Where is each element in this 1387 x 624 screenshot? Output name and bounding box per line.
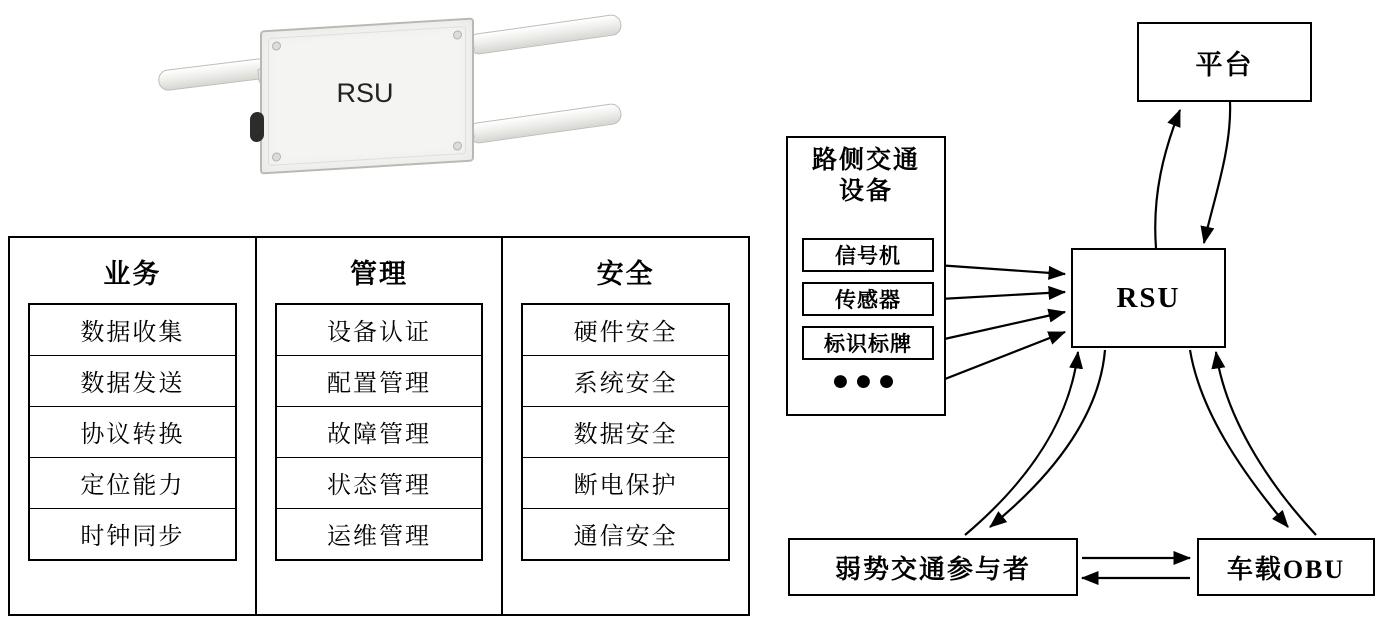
- list-item: 状态管理: [277, 458, 482, 509]
- capability-column-management: [255, 238, 502, 614]
- list-item: 系统安全: [523, 356, 728, 407]
- node-platform: 平台: [1137, 22, 1312, 102]
- list-item: 数据安全: [523, 407, 728, 458]
- group-title-line1: 路侧交通: [811, 147, 920, 174]
- device-label: RSU: [336, 78, 394, 108]
- list-item: 定位能力: [30, 458, 235, 509]
- list-item: 运维管理: [327, 524, 431, 550]
- connector-port: [250, 112, 264, 143]
- capability-column-security: [501, 238, 748, 614]
- list-item: 断电保护: [523, 458, 728, 509]
- capability-list: [521, 303, 730, 561]
- screw-icon: [453, 30, 462, 40]
- list-item: 时钟同步: [80, 524, 185, 550]
- group-title-line2: 设备: [838, 177, 893, 205]
- rsu-device-illustration: [150, 8, 610, 198]
- capability-table: [8, 236, 750, 616]
- architecture-diagram: [760, 0, 1387, 624]
- group-roadside-equipment: [786, 136, 946, 416]
- node-vehicle-obu: 车载OBU: [1197, 538, 1375, 596]
- node-traffic-sign: 标识标牌: [802, 326, 934, 360]
- list-item: 数据发送: [30, 356, 235, 407]
- list-item: 数据收集: [30, 305, 235, 356]
- list-item: 通信安全: [573, 524, 678, 550]
- group-title: [788, 138, 944, 207]
- antenna-top-right: [467, 13, 622, 55]
- node-rsu: RSU: [1071, 248, 1226, 348]
- capability-column-service: [10, 238, 255, 614]
- screw-icon: [272, 41, 281, 51]
- node-sensor: 传感器: [802, 282, 934, 316]
- list-item: 设备认证: [277, 305, 482, 356]
- antenna-bottom-right: [467, 102, 622, 144]
- screw-icon: [453, 141, 462, 151]
- capability-list: [275, 303, 484, 561]
- node-vulnerable-road-user: 弱势交通参与者: [788, 538, 1078, 596]
- screw-icon: [272, 152, 281, 162]
- list-item: 协议转换: [30, 407, 235, 458]
- list-item: 配置管理: [277, 356, 482, 407]
- ellipsis-icon: ●●●: [831, 364, 901, 397]
- column-header: 安全: [596, 259, 655, 289]
- list-item: 硬件安全: [523, 305, 728, 356]
- antenna-left: [157, 57, 271, 91]
- column-header: 管理: [350, 259, 408, 289]
- column-header: 业务: [103, 259, 162, 289]
- list-item: 故障管理: [277, 407, 482, 458]
- node-signal-controller: 信号机: [802, 238, 934, 272]
- capability-list: [28, 303, 237, 561]
